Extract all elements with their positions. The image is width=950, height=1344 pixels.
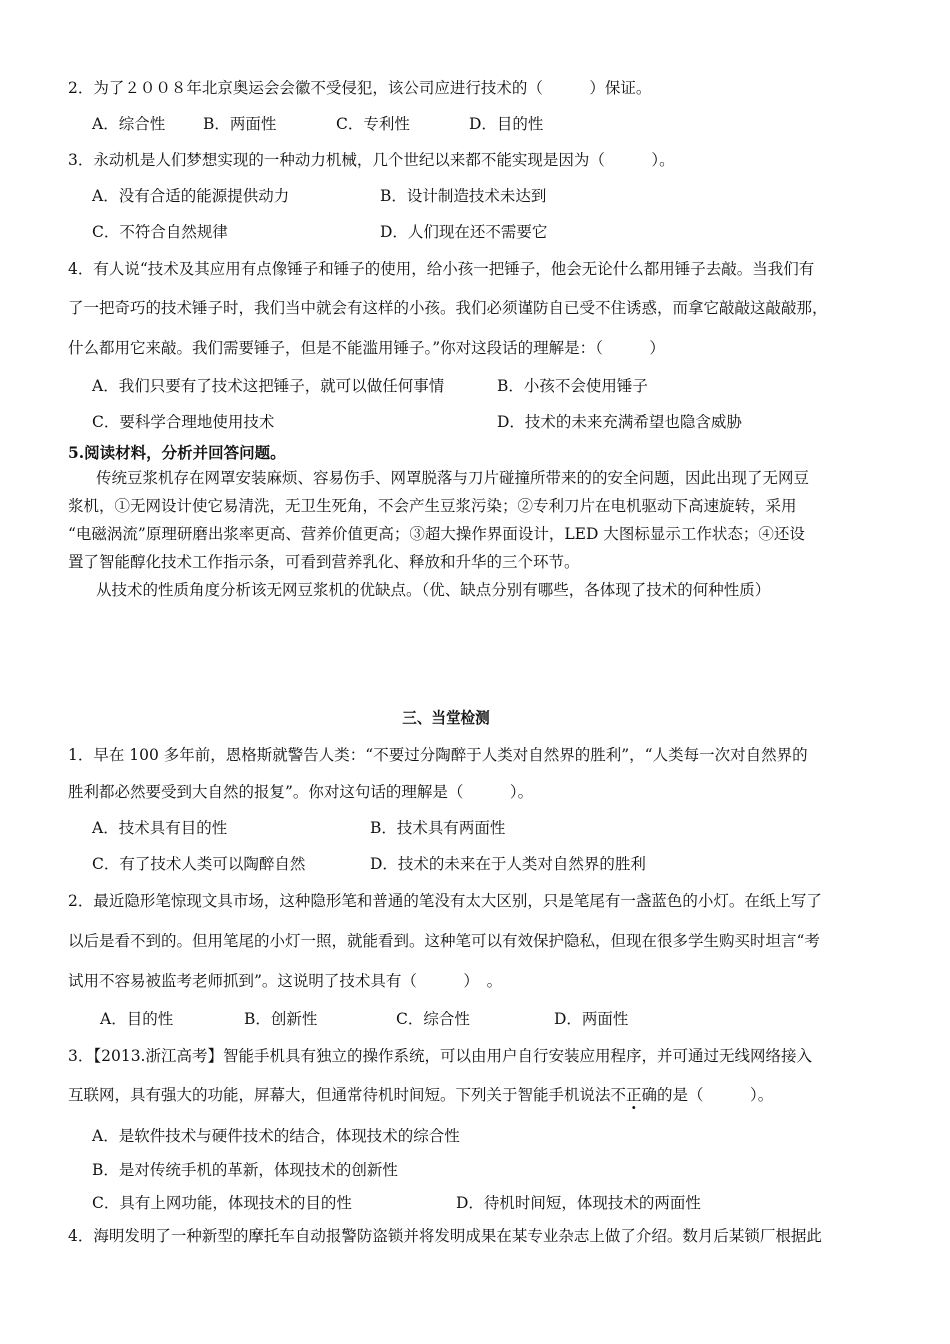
test-3-line-1: 3．【2013.浙江高考】智能手机具有独立的操作系统，可以由用户自行安装应用程序，并可通过无线网络接入: [68, 1047, 812, 1065]
t1-option-b: B．技术具有两面性: [370, 819, 506, 837]
test-3-line-2-tail: 的是（ ）。: [657, 1086, 774, 1104]
question-4-line-3: 什么都用它来敲。我们需要锤子，但是不能滥用锤子。”你对这段话的理解是：（ ）: [68, 339, 665, 357]
t3-option-c: C．具有上网功能，体现技术的目的性: [92, 1194, 352, 1212]
t2-option-d: D．两面性: [554, 1010, 629, 1028]
test-1-line-1: 1．早在 100 多年前，恩格斯就警告人类：“不要过分陶醉于人类对自然界的胜利”，“人类每一次对自然界的: [68, 746, 808, 764]
test-2-line-2: 以后是看不到的。但用笔尾的小灯一照，就能看到。这种笔可以有效保护隐私，但现在很多学生购买时坦言“考: [68, 932, 820, 950]
question-4-line-1: 4．有人说“技术及其应用有点像锤子和锤子的使用，给小孩一把锤子，他会无论什么都用锤子去敲。当我们有: [68, 260, 815, 278]
q3-option-c: C．不符合自然规律: [92, 223, 228, 241]
t2-option-a: A．目的性: [100, 1010, 174, 1028]
t3-option-d: D．待机时间短，体现技术的两面性: [456, 1194, 701, 1212]
t2-option-c: C．综合性: [396, 1010, 470, 1028]
t3-option-a: A．是软件技术与硬件技术的结合，体现技术的综合性: [92, 1127, 460, 1145]
t3-option-b: B．是对传统手机的革新，体现技术的创新性: [92, 1161, 398, 1179]
question-5-title: 5.阅读材料，分析并回答问题。: [68, 443, 286, 462]
test-1-line-2: 胜利都必然要受到大自然的报复”。你对这句话的理解是（ ）。: [68, 783, 534, 801]
question-2-stem: 2．为了２００８年北京奥运会会徽不受侵犯，该公司应进行技术的（ ）保证。: [68, 79, 652, 97]
test-2-line-3: 试用不容易被监考老师抓到”。这说明了技术具有（ ） 。: [68, 972, 503, 990]
emphasis-text: 不正确: [610, 1086, 658, 1104]
q5-material-line-1: 传统豆浆机存在网罩安装麻烦、容易伤手、网罩脱落与刀片碰撞所带来的的安全问题，因此出现了无网豆: [96, 469, 810, 487]
q4-option-b: B．小孩不会使用锤子: [497, 377, 648, 395]
t2-option-b: B．创新性: [244, 1010, 318, 1028]
q2-option-a: A．综合性: [92, 115, 166, 133]
q4-option-d: D．技术的未来充满希望也隐含威胁: [497, 413, 742, 431]
q3-option-b: B．设计制造技术未达到: [380, 187, 547, 205]
test-4-line-1: 4．海明发明了一种新型的摩托车自动报警防盗锁并将发明成果在某专业杂志上做了介绍。数月后某锁厂根据此: [68, 1227, 822, 1245]
q2-option-b: B．两面性: [203, 115, 277, 133]
section-title: 三、当堂检测: [402, 708, 490, 727]
t1-option-a: A．技术具有目的性: [92, 819, 228, 837]
test-2-line-1: 2．最近隐形笔惊现文具市场，这种隐形笔和普通的笔没有太大区别，只是笔尾有一盏蓝色的小灯。在纸上写了: [68, 892, 822, 910]
q3-option-a: A．没有合适的能源提供动力: [92, 187, 290, 205]
q2-option-c: C．专利性: [336, 115, 410, 133]
question-3-stem: 3．永动机是人们梦想实现的一种动力机械，几个世纪以来都不能实现是因为（ ）。: [68, 151, 675, 169]
q5-material-line-3: “电磁涡流”原理研磨出浆率更高、营养价值更高；③超大操作界面设计，LED 大图标显示工作状态；④还设: [68, 525, 805, 543]
test-3-line-2: [68, 1085, 773, 1105]
q5-prompt: 从技术的性质角度分析该无网豆浆机的优缺点。（优、缺点分别有哪些，各体现了技术的何种性质）: [96, 581, 771, 599]
question-4-line-2: 了一把奇巧的技术锤子时，我们当中就会有这样的小孩。我们必须谨防自已受不住诱惑，而拿它敲敲这敲敲那，: [68, 299, 828, 317]
q4-option-a: A．我们只要有了技术这把锤子，就可以做任何事情: [92, 377, 445, 395]
q5-material-line-2: 浆机，①无网设计使它易清洗，无卫生死角，不会产生豆浆污染；②专利刀片在电机驱动下高速旋转，采用: [68, 497, 797, 515]
t1-option-d: D．技术的未来在于人类对自然界的胜利: [370, 855, 646, 873]
q5-material-line-4: 置了智能醇化技术工作指示条，可看到营养乳化、释放和升华的三个环节。: [68, 553, 580, 571]
q2-option-d: D．目的性: [469, 115, 544, 133]
test-3-line-2-text: 互联网，具有强大的功能，屏幕大，但通常待机时间短。下列关于智能手机说法: [68, 1086, 611, 1104]
q3-option-d: D．人们现在还不需要它: [380, 223, 548, 241]
q4-option-c: C．要科学合理地使用技术: [92, 413, 275, 431]
t1-option-c: C．有了技术人类可以陶醉自然: [92, 855, 306, 873]
